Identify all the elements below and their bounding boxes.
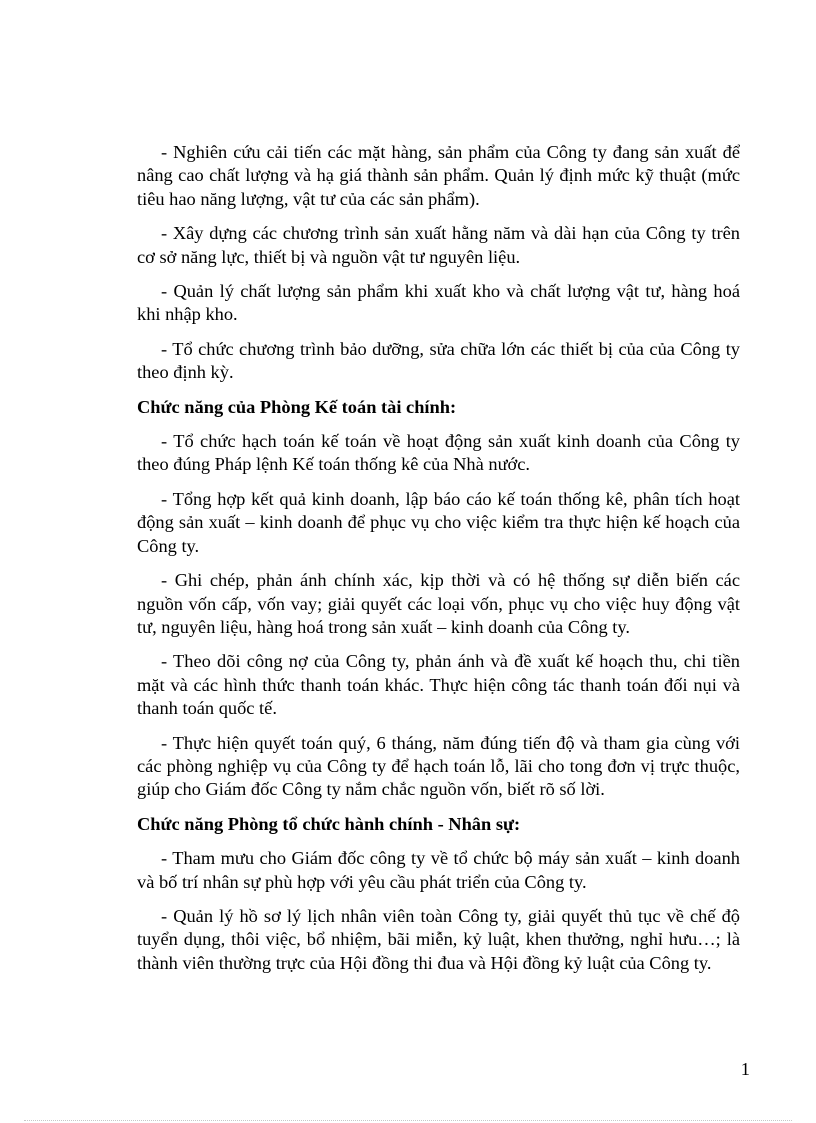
paragraph: - Ghi chép, phản ánh chính xác, kịp thời và có hệ thống sự diễn biến các nguồn vốn cấp, vốn vay; giải quyết các loại vốn, phục vụ cho việc huy động vật tư, nguyên liệu, hàng hoá trong sản xuất – kinh doanh của Công ty. bbox=[137, 570, 740, 637]
paragraph: - Theo dõi công nợ của Công ty, phản ánh và đề xuất kế hoạch thu, chi tiền mặt và các hình thức thanh toán khác. Thực hiện công tác thanh toán đối nụi và thanh toán quốc tế. bbox=[137, 651, 740, 719]
paragraph: - Thực hiện quyết toán quý, 6 tháng, năm đúng tiến độ và tham gia cùng với các phòng nghiệp vụ của Công ty để hạch toán lỗ, lãi cho tong đơn vị trực thuộc, giúp cho Giám đốc Công ty nắm chắc nguồn vốn, biết rõ số lời. bbox=[137, 732, 740, 800]
section-heading: Chức năng Phòng tổ chức hành chính - Nhân sự: bbox=[137, 813, 521, 834]
paragraph: - Tổng hợp kết quả kinh doanh, lập báo cáo kế toán thống kê, phân tích hoạt động sản xuất – kinh doanh để phục vụ cho việc kiểm tra thực hiện kế hoạch của Công ty. bbox=[137, 488, 740, 556]
paragraph: - Tổ chức hạch toán kế toán về hoạt động sản xuất kinh doanh của Công ty theo đúng Pháp lệnh Kế toán thống kê của Nhà nước. bbox=[137, 431, 740, 475]
paragraph: - Nghiên cứu cải tiến các mặt hàng, sản phẩm của Công ty đang sản xuất để nâng cao chất lượng và hạ giá thành sản phẩm. Quản lý định mức kỹ thuật (mức tiêu hao năng lượng, vật tư của các sản phẩm). bbox=[137, 142, 740, 209]
paragraph: - Xây dựng các chương trình sản xuất hằng năm và dài hạn của Công ty trên cơ sở năng lực, thiết bị và nguồn vật tư nguyên liệu. bbox=[137, 223, 740, 267]
paragraph: - Quản lý hồ sơ lý lịch nhân viên toàn Công ty, giải quyết thủ tục về chế độ tuyển dụng, thôi việc, bổ nhiệm, bãi miễn, kỷ luật, khen thưởng, nghỉ hưu…; là thành viên thường trực của Hội đồng thi đua và Hội đồng kỷ luật của Công ty. bbox=[137, 905, 740, 973]
paragraph: - Quản lý chất lượng sản phẩm khi xuất kho và chất lượng vật tư, hàng hoá khi nhập kho. bbox=[137, 281, 740, 325]
document-body bbox=[137, 141, 740, 986]
section-heading: Chức năng của Phòng Kế toán tài chính: bbox=[137, 396, 457, 417]
paragraph: - Tham mưu cho Giám đốc công ty về tổ chức bộ máy sản xuất – kinh doanh và bố trí nhân sự phù hợp với yêu cầu phát triển của Công ty. bbox=[137, 848, 740, 892]
page-number: 1 bbox=[740, 1059, 750, 1079]
paragraph: - Tổ chức chương trình bảo dưỡng, sửa chữa lớn các thiết bị của của Công ty theo định kỳ. bbox=[137, 338, 740, 383]
page-bottom-border bbox=[24, 1120, 792, 1121]
